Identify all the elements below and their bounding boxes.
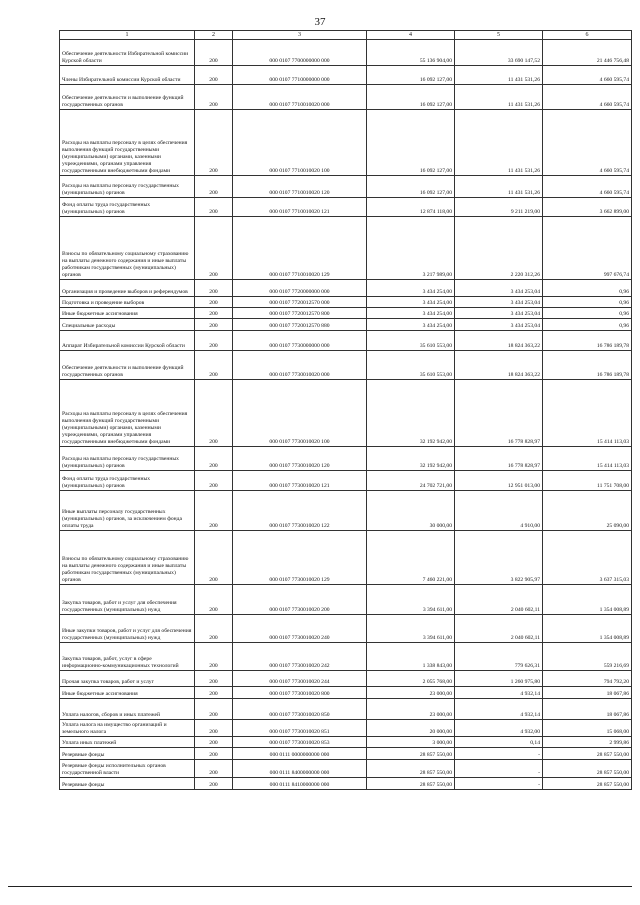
row-executed-cell: 2 220 312,26 (455, 217, 543, 280)
row-unexecuted-cell: 559 216,69 (543, 643, 632, 671)
row-approved-cell: 3 217 989,00 (367, 217, 455, 280)
table-row (60, 447, 632, 471)
footer-divider (8, 886, 632, 887)
table-row (60, 585, 632, 615)
row-kbk-cell: 000 0107 7730010020 244 (233, 671, 367, 687)
row-name-cell: Специальные расходы (60, 319, 195, 331)
row-kbk-cell: 000 0107 7730010020 853 (233, 737, 367, 748)
row-approved-cell: 23 000,00 (367, 699, 455, 720)
row-executed-cell: 0,14 (455, 737, 543, 748)
row-approved-cell: 2 055 768,00 (367, 671, 455, 687)
row-approved-cell: 23 000,00 (367, 687, 455, 699)
row-approved-cell: 3 000,00 (367, 737, 455, 748)
row-code-cell: 200 (195, 319, 233, 331)
row-kbk-cell: 000 0107 7720012570 000 (233, 297, 367, 308)
row-approved-cell: 3 394 611,00 (367, 615, 455, 643)
row-executed-cell: 1 260 975,80 (455, 671, 543, 687)
table-row (60, 699, 632, 720)
row-kbk-cell: 000 0107 7730010020 850 (233, 699, 367, 720)
row-unexecuted-cell: 0,96 (543, 280, 632, 297)
row-unexecuted-cell: 4 660 595,74 (543, 110, 632, 176)
column-number-row (60, 31, 632, 40)
row-code-cell: 200 (195, 471, 233, 491)
row-approved-cell: 12 874 118,00 (367, 198, 455, 217)
row-executed-cell: 11 431 531,26 (455, 85, 543, 110)
row-unexecuted-cell: 0,96 (543, 308, 632, 319)
table-row (60, 40, 632, 66)
row-name-cell: Обеспечение деятельности и выполнение функций государственных органов (60, 85, 195, 110)
table-row (60, 687, 632, 699)
row-approved-cell: 3 434 254,00 (367, 308, 455, 319)
row-unexecuted-cell: 0,96 (543, 319, 632, 331)
row-unexecuted-cell: 4 660 595,74 (543, 176, 632, 198)
row-code-cell: 200 (195, 760, 233, 778)
row-code-cell: 200 (195, 280, 233, 297)
table-row (60, 110, 632, 176)
row-code-cell: 200 (195, 40, 233, 66)
row-kbk-cell: 000 0107 7730010020 120 (233, 447, 367, 471)
row-code-cell: 200 (195, 699, 233, 720)
row-approved-cell: 16 092 127,00 (367, 85, 455, 110)
table-row (60, 778, 632, 790)
table-row (60, 643, 632, 671)
row-unexecuted-cell: 16 786 189,78 (543, 351, 632, 380)
table-row (60, 297, 632, 308)
row-unexecuted-cell: 28 857 550,00 (543, 760, 632, 778)
row-executed-cell: 18 824 363,22 (455, 331, 543, 351)
row-executed-cell: 3 434 253,04 (455, 319, 543, 331)
row-approved-cell: 1 338 843,00 (367, 643, 455, 671)
table-row (60, 198, 632, 217)
row-executed-cell: - (455, 778, 543, 790)
row-approved-cell: 28 857 550,00 (367, 760, 455, 778)
row-code-cell: 200 (195, 585, 233, 615)
row-unexecuted-cell: 18 067,86 (543, 699, 632, 720)
row-executed-cell: 4 932,14 (455, 687, 543, 699)
row-approved-cell: 16 092 127,00 (367, 66, 455, 85)
row-name-cell: Члены Избирательной комиссии Курской области (60, 66, 195, 85)
row-approved-cell: 24 702 721,00 (367, 471, 455, 491)
row-kbk-cell: 000 0111 8410000000 000 (233, 778, 367, 790)
table-row (60, 319, 632, 331)
row-code-cell: 200 (195, 687, 233, 699)
row-approved-cell: 3 394 611,00 (367, 585, 455, 615)
row-approved-cell: 30 000,00 (367, 491, 455, 531)
row-name-cell: Фонд оплаты труда государственных (муниципальных) органов (60, 198, 195, 217)
row-name-cell: Иные закупки товаров, работ и услуг для обеспечения государственных (муниципальных) нужд (60, 615, 195, 643)
table-row (60, 280, 632, 297)
row-kbk-cell: 000 0107 7730010020 000 (233, 351, 367, 380)
row-name-cell: Закупка товаров, работ и услуг для обеспечения государственных (муниципальных) нужд (60, 585, 195, 615)
row-executed-cell: 2 040 602,11 (455, 615, 543, 643)
row-unexecuted-cell: 997 676,74 (543, 217, 632, 280)
row-approved-cell: 16 092 127,00 (367, 176, 455, 198)
row-kbk-cell: 000 0107 7730010020 122 (233, 491, 367, 531)
row-kbk-cell: 000 0107 7710010020 121 (233, 198, 367, 217)
row-executed-cell: 4 932,00 (455, 720, 543, 737)
row-name-cell: Расходы на выплаты персоналу в целях обеспечения выполнения функций государственными (муниципальными) органами, казенными учреждениями, органами управления государственными внебюджетными фондами (60, 110, 195, 176)
row-unexecuted-cell: 1 354 008,89 (543, 585, 632, 615)
row-name-cell: Фонд оплаты труда государственных (муниципальных) органов (60, 471, 195, 491)
table-row (60, 491, 632, 531)
row-code-cell: 200 (195, 778, 233, 790)
row-kbk-cell: 000 0107 7710000000 000 (233, 66, 367, 85)
row-name-cell: Взносы по обязательному социальному страхованию на выплаты денежного содержания и иные выплаты работникам государственных (муниципальных) органов (60, 217, 195, 280)
column-header-6: 6 (543, 31, 632, 40)
row-executed-cell: 2 040 602,11 (455, 585, 543, 615)
row-approved-cell: 32 192 942,00 (367, 380, 455, 447)
row-kbk-cell: 000 0107 7710010020 120 (233, 176, 367, 198)
row-name-cell: Взносы по обязательному социальному страхованию на выплаты денежного содержания и иные выплаты работникам государственных (муниципальных) органов (60, 531, 195, 585)
row-executed-cell: - (455, 760, 543, 778)
row-code-cell: 200 (195, 308, 233, 319)
row-unexecuted-cell: 15 414 113,03 (543, 380, 632, 447)
row-unexecuted-cell: 0,96 (543, 297, 632, 308)
column-header-2: 2 (195, 31, 233, 40)
row-unexecuted-cell: 1 354 008,89 (543, 615, 632, 643)
row-name-cell: Резервные фонды исполнительных органов государственной власти (60, 760, 195, 778)
budget-table (59, 30, 632, 790)
table-body (60, 40, 632, 790)
row-kbk-cell: 000 0107 7730010020 851 (233, 720, 367, 737)
row-unexecuted-cell: 15 068,00 (543, 720, 632, 737)
row-unexecuted-cell: 18 067,86 (543, 687, 632, 699)
column-header-4: 4 (367, 31, 455, 40)
row-name-cell: Иные бюджетные ассигнования (60, 687, 195, 699)
row-code-cell: 200 (195, 491, 233, 531)
row-name-cell: Резервные фонды (60, 778, 195, 790)
row-unexecuted-cell: 2 999,86 (543, 737, 632, 748)
row-approved-cell: 3 434 254,00 (367, 297, 455, 308)
row-executed-cell: 4 932,14 (455, 699, 543, 720)
table-row (60, 760, 632, 778)
row-approved-cell: 28 857 550,00 (367, 748, 455, 760)
table-row (60, 85, 632, 110)
row-approved-cell: 35 610 553,00 (367, 351, 455, 380)
row-name-cell: Обеспечение деятельности и выполнение функций государственных органов (60, 351, 195, 380)
row-unexecuted-cell: 28 857 550,00 (543, 748, 632, 760)
row-code-cell: 200 (195, 643, 233, 671)
row-executed-cell: 3 434 253,04 (455, 308, 543, 319)
row-executed-cell: 3 434 253,04 (455, 297, 543, 308)
row-name-cell: Организация и проведение выборов и референдумов (60, 280, 195, 297)
column-header-5: 5 (455, 31, 543, 40)
row-approved-cell: 7 460 221,00 (367, 531, 455, 585)
row-unexecuted-cell: 25 090,00 (543, 491, 632, 531)
table-row (60, 66, 632, 85)
row-name-cell: Уплата налога на имущество организаций и земельного налога (60, 720, 195, 737)
row-executed-cell: 12 951 013,00 (455, 471, 543, 491)
row-unexecuted-cell: 4 660 595,74 (543, 66, 632, 85)
row-name-cell: Резервные фонды (60, 748, 195, 760)
row-code-cell: 200 (195, 85, 233, 110)
row-kbk-cell: 000 0107 7730010020 121 (233, 471, 367, 491)
row-code-cell: 200 (195, 198, 233, 217)
row-executed-cell: 11 431 531,26 (455, 66, 543, 85)
row-executed-cell: 16 778 828,97 (455, 380, 543, 447)
row-code-cell: 200 (195, 297, 233, 308)
row-name-cell: Расходы на выплаты персоналу государственных (муниципальных) органов (60, 176, 195, 198)
row-code-cell: 200 (195, 331, 233, 351)
row-executed-cell: 11 431 531,26 (455, 110, 543, 176)
row-name-cell: Обеспечение деятельности Избирательной комиссии Курской области (60, 40, 195, 66)
row-code-cell: 200 (195, 447, 233, 471)
page-number: 37 (314, 16, 326, 28)
row-name-cell: Прочая закупка товаров, работ и услуг (60, 671, 195, 687)
row-kbk-cell: 000 0107 7720012570 880 (233, 319, 367, 331)
table-row (60, 720, 632, 737)
row-executed-cell: 11 431 531,26 (455, 176, 543, 198)
row-kbk-cell: 000 0107 7710010020 100 (233, 110, 367, 176)
row-executed-cell: 9 211 219,00 (455, 198, 543, 217)
row-approved-cell: 20 000,00 (367, 720, 455, 737)
row-approved-cell: 3 434 254,00 (367, 280, 455, 297)
row-name-cell: Уплата налогов, сборов и иных платежей (60, 699, 195, 720)
row-name-cell: Уплата иных платежей (60, 737, 195, 748)
row-kbk-cell: 000 0107 7710010020 129 (233, 217, 367, 280)
row-name-cell: Расходы на выплаты персоналу государственных (муниципальных) органов (60, 447, 195, 471)
row-code-cell: 200 (195, 737, 233, 748)
row-approved-cell: 16 092 127,00 (367, 110, 455, 176)
row-executed-cell: 779 626,31 (455, 643, 543, 671)
row-approved-cell: 3 434 254,00 (367, 319, 455, 331)
row-unexecuted-cell: 16 786 189,78 (543, 331, 632, 351)
row-unexecuted-cell: 21 446 756,48 (543, 40, 632, 66)
row-code-cell: 200 (195, 748, 233, 760)
row-executed-cell: 16 778 828,97 (455, 447, 543, 471)
row-unexecuted-cell: 3 637 315,03 (543, 531, 632, 585)
row-code-cell: 200 (195, 66, 233, 85)
row-kbk-cell: 000 0107 7720012570 800 (233, 308, 367, 319)
row-executed-cell: 3 822 905,97 (455, 531, 543, 585)
row-kbk-cell: 000 0107 7730010020 129 (233, 531, 367, 585)
row-name-cell: Аппарат Избирательной комиссии Курской области (60, 331, 195, 351)
column-header-1: 1 (60, 31, 195, 40)
table-row (60, 331, 632, 351)
table-row (60, 308, 632, 319)
row-code-cell: 200 (195, 671, 233, 687)
row-unexecuted-cell: 28 857 550,00 (543, 778, 632, 790)
row-executed-cell: 18 824 363,22 (455, 351, 543, 380)
row-unexecuted-cell: 3 662 899,00 (543, 198, 632, 217)
row-approved-cell: 32 192 942,00 (367, 447, 455, 471)
row-kbk-cell: 000 0111 8400000000 000 (233, 760, 367, 778)
row-approved-cell: 55 136 904,00 (367, 40, 455, 66)
table-row (60, 351, 632, 380)
row-code-cell: 200 (195, 176, 233, 198)
row-executed-cell: - (455, 748, 543, 760)
table-row (60, 176, 632, 198)
row-code-cell: 200 (195, 217, 233, 280)
row-unexecuted-cell: 794 792,20 (543, 671, 632, 687)
row-code-cell: 200 (195, 380, 233, 447)
row-code-cell: 200 (195, 720, 233, 737)
row-executed-cell: 33 690 147,52 (455, 40, 543, 66)
row-code-cell: 200 (195, 351, 233, 380)
row-name-cell: Иные выплаты персоналу государственных (муниципальных) органов, за исключением фонда оплаты труда (60, 491, 195, 531)
row-kbk-cell: 000 0107 7730010020 200 (233, 585, 367, 615)
row-code-cell: 200 (195, 531, 233, 585)
row-code-cell: 200 (195, 615, 233, 643)
row-unexecuted-cell: 11 751 708,00 (543, 471, 632, 491)
column-header-3: 3 (233, 31, 367, 40)
row-kbk-cell: 000 0111 0000000000 000 (233, 748, 367, 760)
table-row (60, 748, 632, 760)
row-name-cell: Иные бюджетные ассигнования (60, 308, 195, 319)
row-code-cell: 200 (195, 110, 233, 176)
row-name-cell: Подготовка и проведение выборов (60, 297, 195, 308)
table-row (60, 531, 632, 585)
row-unexecuted-cell: 15 414 113,03 (543, 447, 632, 471)
row-name-cell: Закупка товаров, работ, услуг в сфере информационно-коммуникационных технологий (60, 643, 195, 671)
table-row (60, 471, 632, 491)
row-executed-cell: 4 910,00 (455, 491, 543, 531)
row-executed-cell: 3 434 253,04 (455, 280, 543, 297)
table-row (60, 737, 632, 748)
table-row (60, 217, 632, 280)
row-approved-cell: 35 610 553,00 (367, 331, 455, 351)
row-approved-cell: 28 857 550,00 (367, 778, 455, 790)
row-kbk-cell: 000 0107 7710010020 000 (233, 85, 367, 110)
row-unexecuted-cell: 4 660 595,74 (543, 85, 632, 110)
table-row (60, 380, 632, 447)
row-kbk-cell: 000 0107 7730000000 000 (233, 331, 367, 351)
row-kbk-cell: 000 0107 7730010020 240 (233, 615, 367, 643)
row-name-cell: Расходы на выплаты персоналу в целях обеспечения выполнения функций государственными (муниципальными) органами, казенными учреждениями, органами управления государственными внебюджетными фондами (60, 380, 195, 447)
table-row (60, 671, 632, 687)
table-row (60, 615, 632, 643)
row-kbk-cell: 000 0107 7700000000 000 (233, 40, 367, 66)
row-kbk-cell: 000 0107 7730010020 800 (233, 687, 367, 699)
row-kbk-cell: 000 0107 7730010020 242 (233, 643, 367, 671)
row-kbk-cell: 000 0107 7730010020 100 (233, 380, 367, 447)
row-kbk-cell: 000 0107 7720000000 000 (233, 280, 367, 297)
